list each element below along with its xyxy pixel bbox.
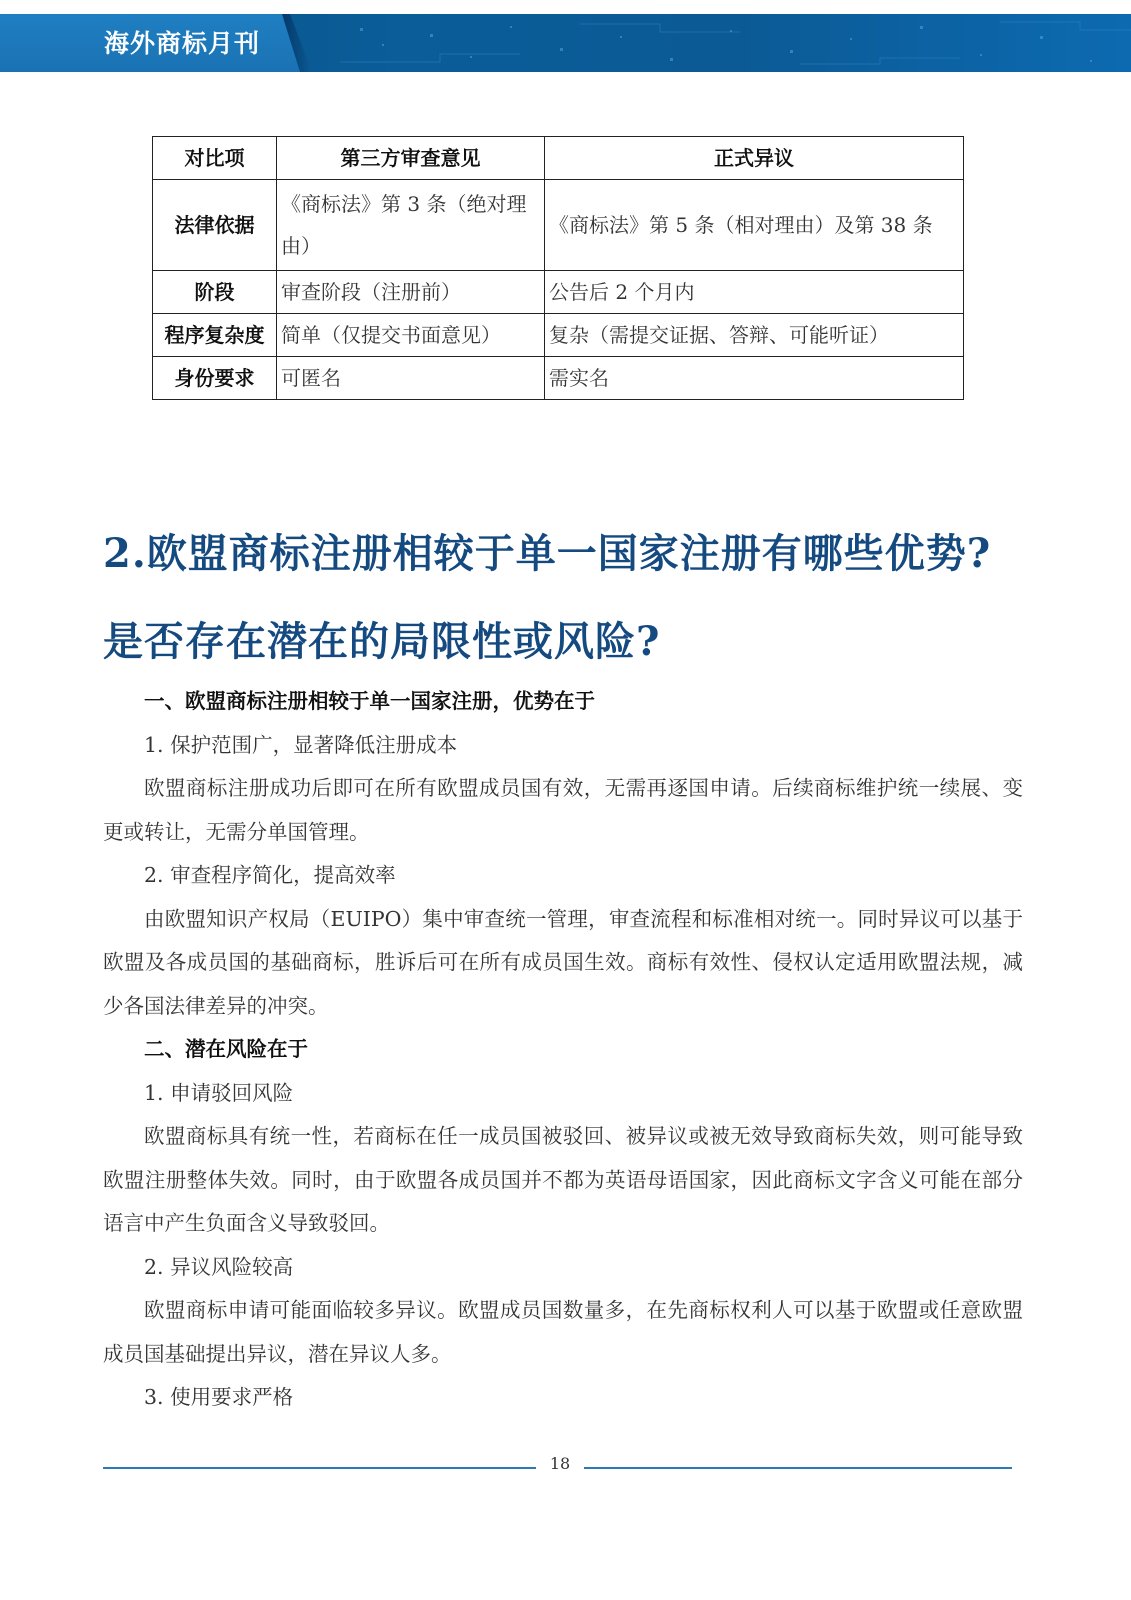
table-row (153, 314, 964, 357)
table-cell: 复杂（需提交证据、答辩、可能听证） (545, 314, 964, 357)
article-body (103, 680, 1023, 1420)
table-row (153, 180, 964, 271)
subheading: 二、潜在风险在于 (144, 1037, 308, 1061)
paragraph: 欧盟商标申请可能面临较多异议。欧盟成员国数量多，在先商标权利人可以基于欧盟或任意欧盟成员国基础提出异议，潜在异议人多。 (103, 1298, 1023, 1366)
table-cell: 可匿名 (277, 357, 545, 400)
paragraph: 欧盟商标注册成功后即可在所有欧盟成员国有效，无需再逐国申请。后续商标维护统一续展、变更或转让，无需分单国管理。 (103, 776, 1023, 844)
table-cell: 审查阶段（注册前） (277, 271, 545, 314)
paragraph: 欧盟商标具有统一性，若商标在任一成员国被驳回、被异议或被无效导致商标失效，则可能导致欧盟注册整体失效。同时，由于欧盟各成员国并不都为英语母语国家，因此商标文字含义可能在部分语言中产生负面含义导致驳回。 (103, 1124, 1023, 1235)
table-row (153, 271, 964, 314)
list-heading: 2. 异议风险较高 (144, 1254, 294, 1279)
comparison-table (152, 136, 964, 400)
table-header-cell: 正式异议 (545, 137, 964, 180)
table-row-label: 法律依据 (153, 180, 277, 271)
list-heading: 3. 使用要求严格 (144, 1385, 294, 1409)
header-banner (0, 14, 1131, 72)
list-heading: 1. 申请驳回风险 (144, 1080, 294, 1105)
list-heading: 2. 审查程序简化，提高效率 (144, 863, 396, 887)
subheading: 一、欧盟商标注册相较于单一国家注册，优势在于 (144, 689, 595, 713)
table-row (153, 357, 964, 400)
list-heading: 1. 保护范围广，显著降低注册成本 (144, 732, 458, 757)
paragraph: 由欧盟知识产权局（EUIPO）集中审查统一管理，审查流程和标准相对统一。同时异议可以基于欧盟及各成员国的基础商标，胜诉后可在所有成员国生效。商标有效性、侵权认定适用欧盟法规，减少各国法律差异的冲突。 (103, 906, 1023, 1018)
table-row-label: 程序复杂度 (153, 314, 277, 357)
table-cell: 《商标法》第 3 条（绝对理由） (277, 180, 545, 271)
section-title-line-2: 是否存在潜在的局限性或风险? (103, 618, 661, 665)
banner-circuit-pattern (320, 14, 1131, 72)
section-title-line-1: 2.欧盟商标注册相较于单一国家注册有哪些优势? (103, 530, 992, 577)
table-header-cell: 第三方审查意见 (277, 137, 545, 180)
footer-rule-left (103, 1467, 536, 1469)
table-cell: 需实名 (545, 357, 964, 400)
table-cell: 简单（仅提交书面意见） (277, 314, 545, 357)
table-cell: 《商标法》第 5 条（相对理由）及第 38 条 (545, 180, 964, 271)
page-number: 18 (549, 1454, 571, 1473)
journal-title: 海外商标月刊 (104, 29, 261, 58)
table-header-cell: 对比项 (153, 137, 277, 180)
table-row-label: 阶段 (153, 271, 277, 314)
table-cell: 公告后 2 个月内 (545, 271, 964, 314)
table-header-row (153, 137, 964, 180)
table-row-label: 身份要求 (153, 357, 277, 400)
footer-rule-right (584, 1467, 1012, 1469)
